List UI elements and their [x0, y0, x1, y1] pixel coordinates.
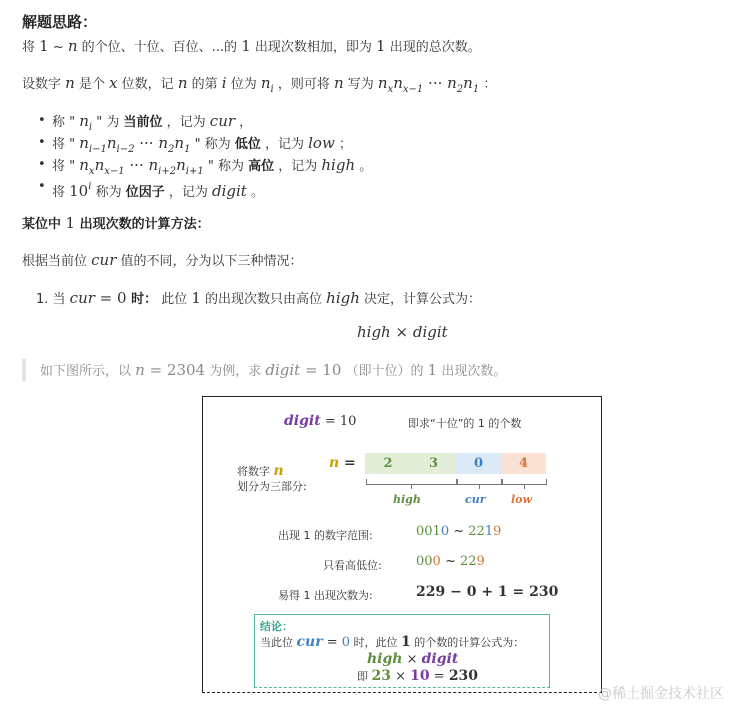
math-segment: 1: [241, 37, 251, 55]
text-segment: ，记为: [274, 159, 322, 174]
tick: [479, 484, 480, 489]
case-1: [36, 288, 481, 310]
text-segment: 。: [355, 159, 373, 174]
figure-note: 即求“十位”的 1 的个数: [408, 417, 522, 430]
text-segment: 的个位、十位、百位、...的: [77, 40, 242, 55]
math-segment: i: [88, 181, 92, 192]
text-segment: 当前位: [123, 115, 163, 130]
figure-bottom-border: [202, 692, 602, 693]
math-segment: i: [88, 122, 93, 133]
math-segment: 22: [460, 554, 477, 569]
text-segment: 时：: [126, 292, 158, 307]
text-segment: 此位: [157, 292, 192, 307]
math-segment: 00: [416, 554, 433, 569]
math-segment: ···: [134, 134, 159, 152]
text-segment: 即: [357, 670, 372, 683]
text-segment: ~: [48, 40, 68, 55]
math-segment: high: [321, 156, 356, 174]
math-segment: n: [106, 134, 117, 152]
blockquote-bar: [22, 359, 26, 381]
math-segment: n: [174, 134, 185, 152]
math-segment: n: [79, 134, 89, 152]
digit-equation: [284, 413, 356, 429]
math-segment: x−1: [402, 84, 424, 95]
text-segment: （即十位）的: [341, 364, 428, 379]
math-segment: =: [339, 455, 356, 471]
math-segment: n: [148, 156, 159, 174]
bullet-digit: [52, 177, 264, 203]
math-segment: ×: [390, 669, 411, 684]
text-segment: ，记为: [260, 137, 309, 152]
math-segment: n: [135, 361, 145, 379]
text-segment: 的出现次数只由高位: [200, 292, 327, 307]
math-segment: cur: [69, 289, 95, 307]
math-segment: 230: [448, 668, 479, 684]
math-segment: low: [308, 134, 335, 152]
text-segment: ；: [334, 137, 352, 152]
label-high: high: [393, 493, 421, 506]
math-segment: ···: [423, 74, 448, 92]
example-figure: [202, 396, 602, 693]
math-segment: 230: [529, 584, 559, 600]
text-segment: " 称为: [190, 137, 235, 152]
conclusion-text: [260, 634, 524, 650]
math-segment: 23: [371, 668, 391, 684]
math-segment: ~: [440, 554, 460, 569]
text-segment: 写为: [343, 77, 378, 92]
math-segment: i+2: [158, 166, 177, 177]
math-segment: 0: [432, 554, 441, 569]
text-segment: 将数字: [237, 465, 274, 478]
math-segment: 001: [416, 524, 441, 539]
text-segment: 位数，记: [117, 77, 178, 92]
text-segment: 出现次数。: [437, 364, 507, 379]
row-value-highlow: [416, 554, 485, 569]
text-segment: ，记为: [164, 185, 212, 200]
split-label-1: [237, 463, 284, 479]
math-segment: i−2: [116, 144, 135, 155]
math-segment: = 10: [300, 361, 342, 379]
row-label-highlow: 只看高低位:: [323, 559, 382, 572]
math-segment: n: [463, 74, 473, 92]
math-segment: = 0: [94, 289, 127, 307]
math-segment: n: [67, 37, 78, 55]
math-segment: = 10: [320, 414, 357, 429]
math-segment: x: [109, 74, 118, 92]
text-segment: 值的不同，分为以下三种情况：: [116, 254, 303, 269]
math-segment: 10: [69, 182, 89, 200]
math-segment: n: [79, 112, 89, 130]
math-segment: x: [88, 166, 95, 177]
text-segment: ，则可将: [273, 77, 334, 92]
math-segment: 9: [476, 554, 485, 569]
math-segment: 1: [484, 524, 494, 539]
section-title: 解题思路：: [22, 13, 98, 31]
math-segment: i: [221, 74, 227, 92]
row-value-count: [416, 584, 558, 600]
text-segment: 位因子: [125, 185, 165, 200]
n-equals: [329, 455, 356, 471]
text-segment: 是个: [74, 77, 110, 92]
conclusion-example: [357, 668, 478, 684]
digit-cell-cur: 0: [456, 453, 501, 474]
text-segment: 称为: [91, 185, 126, 200]
text-segment: ，: [235, 115, 253, 130]
row-label-range: 出现 1 的数字范围:: [278, 529, 373, 542]
definition-paragraph: [22, 73, 496, 100]
math-segment: 1: [376, 37, 386, 55]
math-segment: =: [322, 635, 342, 650]
row-label-count: 易得 1 出现次数为:: [278, 589, 373, 602]
text-segment: 将 ": [52, 159, 80, 174]
tick: [524, 484, 525, 489]
math-segment: 0: [341, 635, 351, 650]
intro-paragraph: [22, 36, 481, 58]
text-segment: 将: [22, 40, 40, 55]
digit-cell-high-2: 3: [411, 453, 456, 474]
text-segment: 将: [52, 185, 70, 200]
math-segment: 1: [39, 37, 49, 55]
math-segment: n: [158, 134, 169, 152]
math-segment: 229 − 0 + 1 =: [416, 584, 530, 600]
text-segment: 高位: [248, 159, 275, 174]
text-segment: 时，此位: [350, 636, 402, 649]
math-segment: n: [447, 74, 457, 92]
math-segment: cur: [209, 112, 236, 130]
text-segment: 将 ": [52, 137, 80, 152]
cases-intro: [22, 250, 303, 272]
text-segment: 的第: [187, 77, 222, 92]
math-segment: 1: [191, 289, 201, 307]
math-segment: digit: [412, 323, 448, 341]
text-segment: 出现次数的计算方法：: [75, 217, 210, 232]
math-segment: n: [333, 74, 344, 92]
math-segment: = 2304: [144, 361, 206, 379]
text-segment: 的个数的计算公式为：: [410, 636, 525, 649]
math-segment: 2: [456, 84, 464, 95]
text-segment: 根据当前位: [22, 254, 92, 269]
text-segment: " 称为: [203, 159, 249, 174]
text-segment: 位为: [226, 77, 261, 92]
text-segment: 如下图所示，以: [40, 364, 136, 379]
math-segment: high: [326, 289, 360, 307]
row-value-range: [416, 524, 501, 539]
math-segment: ···: [124, 156, 149, 174]
math-segment: n: [79, 156, 89, 174]
math-segment: =: [429, 669, 449, 684]
digit-cell-high-1: 2: [365, 453, 411, 474]
text-segment: 设数字: [22, 77, 66, 92]
math-segment: 10: [410, 668, 430, 684]
text-segment: 某位中: [22, 217, 66, 232]
math-segment: digit: [265, 361, 301, 379]
math-segment: n: [94, 156, 105, 174]
math-segment: n: [393, 74, 403, 92]
math-segment: high: [357, 323, 391, 341]
split-label-2: 划分为三部分:: [237, 480, 307, 493]
math-segment: i−1: [88, 144, 107, 155]
math-segment: digit: [284, 413, 321, 429]
text-segment: ：: [479, 77, 497, 92]
math-segment: n: [377, 74, 388, 92]
math-segment: n: [65, 74, 75, 92]
math-segment: x−1: [104, 166, 125, 177]
case-1-formula: [357, 322, 448, 344]
math-segment: n: [329, 455, 340, 471]
text-segment: 1. 当: [36, 292, 70, 307]
math-segment: n: [260, 74, 271, 92]
blockquote-text: [40, 360, 506, 382]
math-segment: 1: [472, 84, 480, 95]
conclusion-title: 结论：: [260, 620, 293, 633]
math-segment: i+1: [185, 166, 204, 177]
tick: [411, 484, 412, 489]
math-segment: n: [273, 463, 284, 479]
text-segment: 称 ": [52, 115, 80, 130]
conclusion-formula: [367, 651, 458, 667]
math-segment: 1: [184, 144, 191, 155]
math-segment: cur: [296, 634, 323, 650]
math-segment: high: [367, 651, 403, 667]
conclusion-box: [254, 614, 550, 688]
math-segment: x: [387, 84, 394, 95]
text-segment: 。: [246, 185, 264, 200]
label-low: low: [511, 493, 532, 506]
math-segment: i: [270, 84, 274, 95]
math-segment: n: [176, 156, 186, 174]
math-segment: ×: [402, 652, 422, 667]
math-segment: ~: [449, 524, 469, 539]
math-segment: digit: [421, 651, 459, 667]
text-segment: 当此位: [260, 636, 297, 649]
math-segment: 1: [65, 214, 76, 232]
watermark: @稀土掘金技术社区: [598, 686, 724, 702]
math-segment: ×: [390, 323, 413, 341]
digit-cell-low: 4: [501, 453, 546, 474]
text-segment: " 为: [92, 115, 124, 130]
text-segment: 出现次数相加，即为: [250, 40, 377, 55]
math-segment: 2: [168, 144, 175, 155]
math-segment: 9: [493, 524, 502, 539]
math-segment: 22: [468, 524, 485, 539]
text-segment: 决定，计算公式为：: [359, 292, 482, 307]
text-segment: 为例，求: [205, 364, 266, 379]
math-segment: 1: [401, 634, 411, 650]
text-segment: ，记为: [162, 115, 210, 130]
text-segment: 低位: [234, 137, 261, 152]
method-heading: [22, 213, 210, 235]
math-segment: 1: [427, 361, 438, 379]
math-segment: digit: [211, 182, 247, 200]
math-segment: n: [177, 74, 188, 92]
label-cur: cur: [465, 493, 486, 506]
math-segment: cur: [91, 251, 117, 269]
text-segment: 出现的总次数。: [385, 40, 481, 55]
math-segment: 0: [440, 524, 450, 539]
